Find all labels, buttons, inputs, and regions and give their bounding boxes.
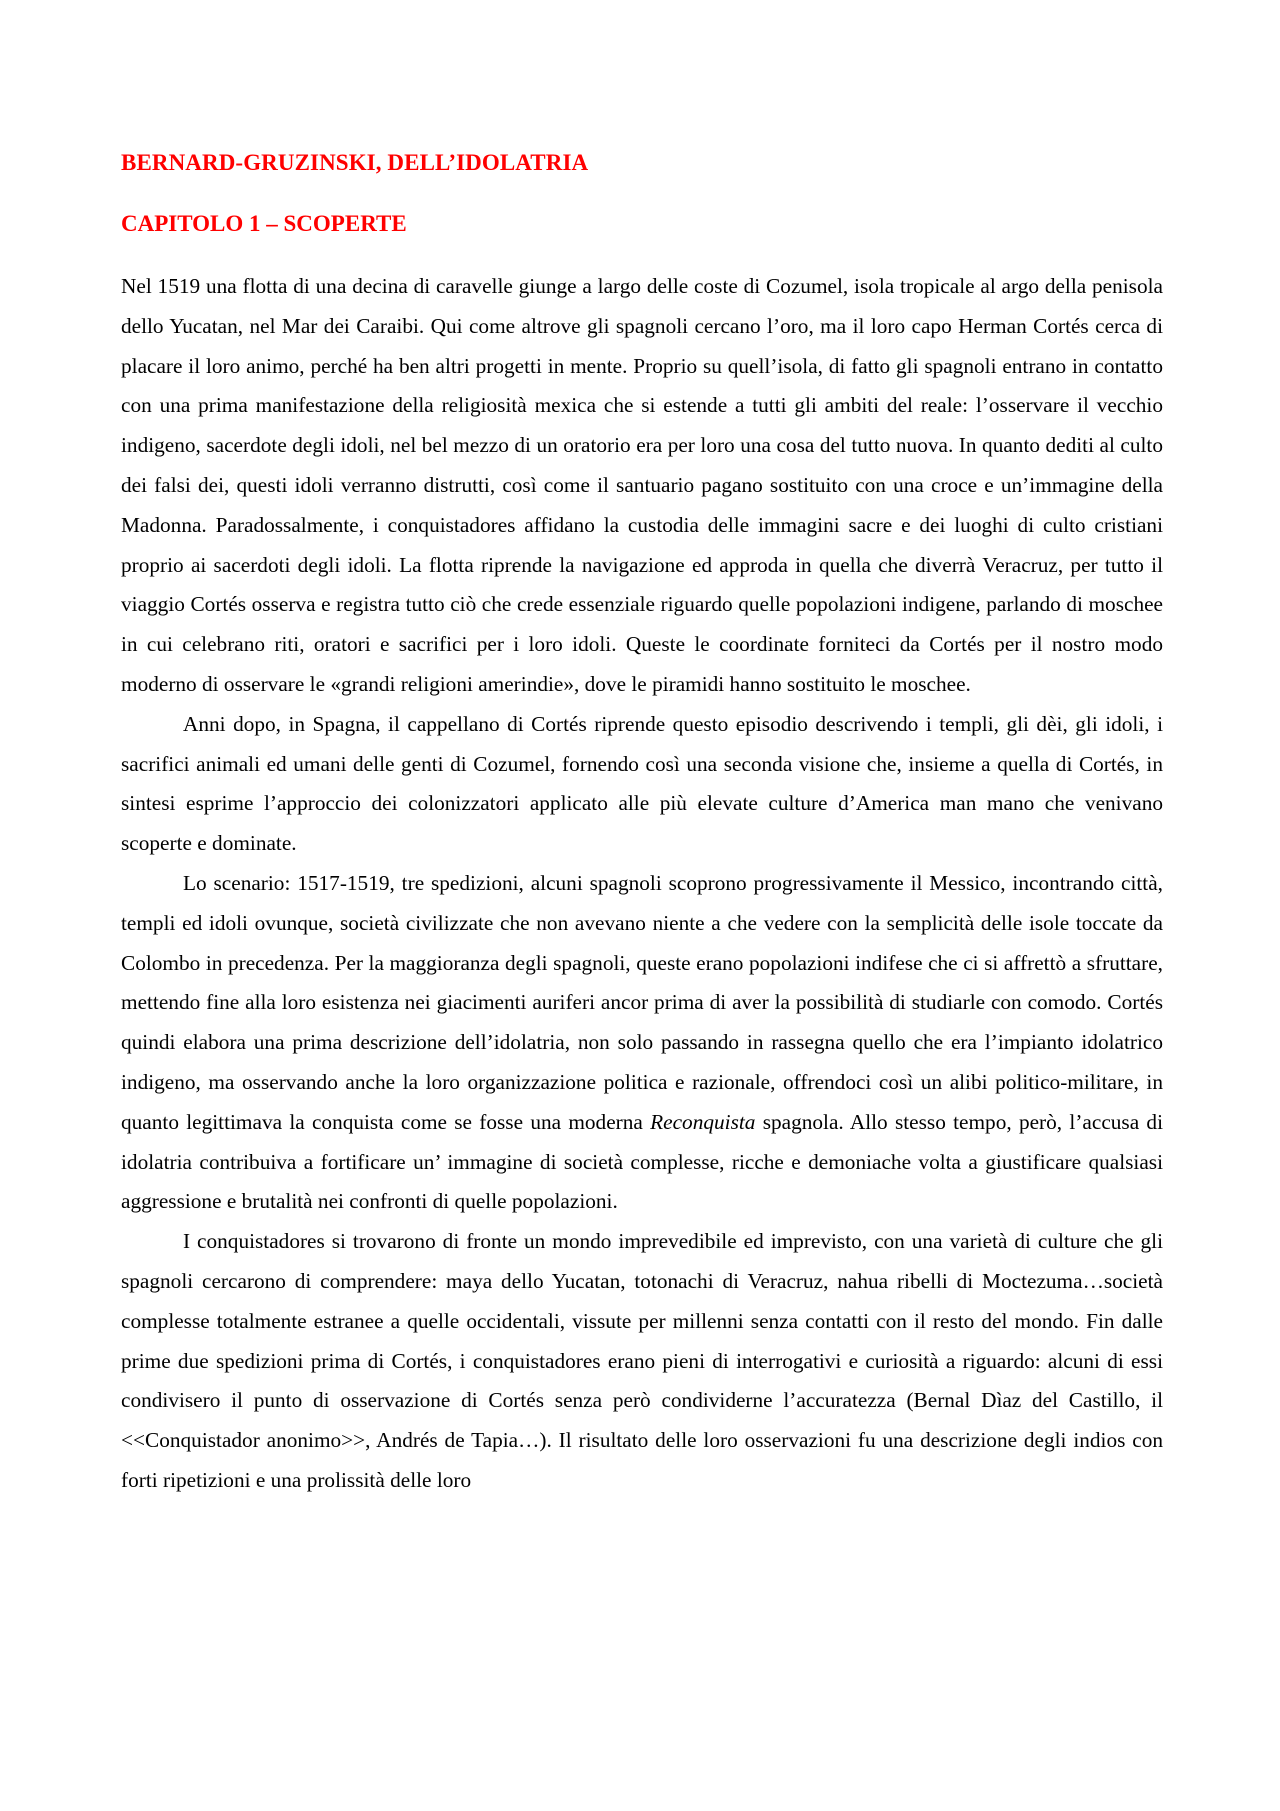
paragraph-text: spagnola. Allo stesso tempo, però, l’accusa di idolatria contribuiva a fortificare un’ immagine di società complesse, ricche e demoniache volta a giustificare qualsiasi aggressione e brutalità nei confronti di quelle popolazioni. <box>121 1109 1163 1214</box>
chapter-title: CAPITOLO 1 – SCOPERTE <box>121 211 407 236</box>
paragraph: Nel 1519 una flotta di una decina di caravelle giunge a largo delle coste di Cozumel, isola tropicale al argo della penisola dello Yucatan, nel Mar dei Caraibi. Qui come altrove gli spagnoli cercano l’oro, ma il loro capo Herman Cortés cerca di placare il loro animo, perché ha ben altri progetti in mente. Proprio su quell’isola, di fatto gli spagnoli entrano in contatto con una prima manifestazione della religiosità mexica che si estende a tutti gli ambiti del reale: l’osservare il vecchio indigeno, sacerdote degli idoli, nel bel mezzo di un oratorio era per loro una cosa del tutto nuova. In quanto dediti al culto dei falsi dei, questi idoli verranno distrutti, così come il santuario pagano sostituito con una croce e un’immagine della Madonna. Paradossalmente, i conquistadores affidano la custodia delle immagini sacre e dei luoghi di culto cristiani proprio ai sacerdoti degli idoli. La flotta riprende la navigazione ed approda in quella che diverrà Veracruz, per tutto il viaggio Cortés osserva e registra tutto ciò che crede essenziale riguardo quelle popolazioni indigene, parlando di moschee in cui celebrano riti, oratori e sacrifici per i loro idoli. Queste le coordinate forniteci da Cortés per il nostro modo moderno di osservare le «grandi religioni amerindie», dove le piramidi hanno sostituito le moschee. <box>121 274 1163 696</box>
document-title: BERNARD-GRUZINSKI, DELL’IDOLATRIA <box>121 150 589 175</box>
paragraph: Anni dopo, in Spagna, il cappellano di Cortés riprende questo episodio descrivendo i templi, gli dèi, gli idoli, i sacrifici animali ed umani delle genti di Cozumel, fornendo così una seconda visione che, insieme a quella di Cortés, in sintesi esprime l’approccio dei colonizzatori applicato alle più elevate culture d’America man mano che venivano scoperte e dominate. <box>121 711 1163 856</box>
paragraph: I conquistadores si trovarono di fronte un mondo imprevedibile ed imprevisto, con una varietà di culture che gli spagnoli cercarono di comprendere: maya dello Yucatan, totonachi di Veracruz, nahua ribelli di Moctezuma…società complesse totalmente estranee a quelle occidentali, vissute per millenni senza contatti con il resto del mondo. Fin dalle prime due spedizioni prima di Cortés, i conquistadores erano pieni di interrogativi e curiosità a riguardo: alcuni di essi condivisero il punto di osservazione di Cortés senza però condividerne l’accuratezza (Bernal Dìaz del Castillo, il <<Conquistador anonimo>>, Andrés de Tapia…). Il risultato delle loro osservazioni fu una descrizione degli indios con forti ripetizioni e una prolissità delle loro <box>121 1229 1163 1492</box>
paragraph <box>121 864 1163 1222</box>
emphasis-text: Reconquista <box>650 1109 756 1134</box>
paragraph-text: Lo scenario: 1517-1519, tre spedizioni, alcuni spagnoli scoprono progressivamente il Messico, incontrando città, templi ed idoli ovunque, società civilizzate che non avevano niente a che vedere con la semplicità delle isole toccate da Colombo in precedenza. Per la maggioranza degli spagnoli, queste erano popolazioni indifese che ci si affrettò a sfruttare, mettendo fine alla loro esistenza nei giacimenti auriferi ancor prima di aver la possibilità di studiarle con comodo. Cortés quindi elabora una prima descrizione dell’idolatria, non solo passando in rassegna quello che era l’impianto idolatrico indigeno, ma osservando anche la loro organizzazione politica e razionale, offrendoci così un alibi politico-militare, in quanto legittimava la conquista come se fosse una moderna <box>121 870 1163 1134</box>
document-page <box>121 148 1163 1501</box>
body-text <box>121 267 1163 1501</box>
